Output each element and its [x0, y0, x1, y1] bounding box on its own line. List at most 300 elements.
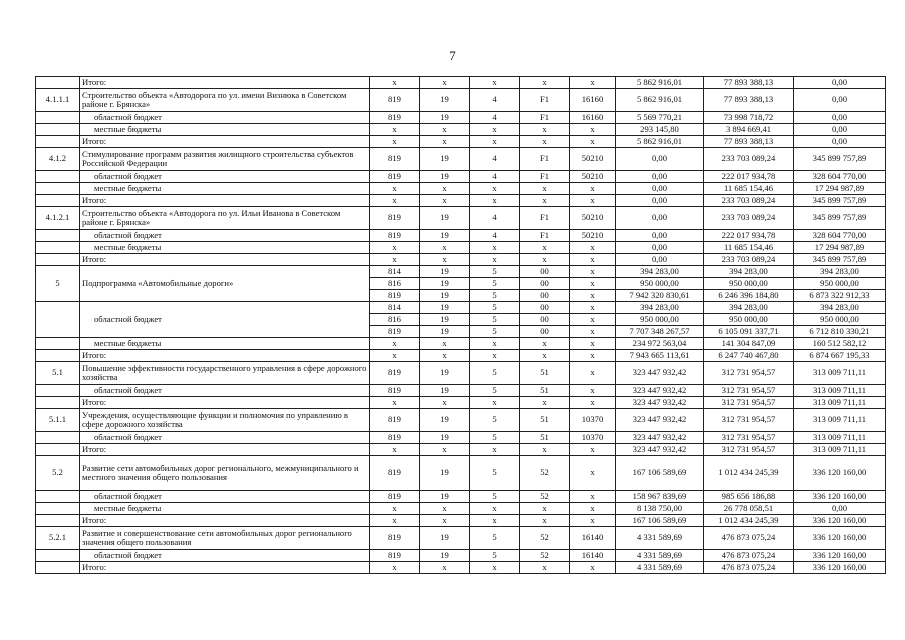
row-name-cell: Итого: [80, 515, 370, 527]
code-cell: 4 [470, 112, 520, 124]
amount-cell: 7 943 665 113,61 [616, 350, 704, 362]
table-row [36, 183, 886, 195]
amount-cell: 0,00 [616, 148, 704, 171]
code-cell: 52 [520, 491, 570, 503]
code-cell: x [520, 503, 570, 515]
code-cell: x [370, 562, 420, 574]
amount-cell: 313 009 711,11 [794, 362, 886, 385]
amount-cell: 950 000,00 [794, 278, 886, 290]
row-name-cell: Итого: [80, 136, 370, 148]
table-row [36, 230, 886, 242]
code-cell: 19 [420, 456, 470, 491]
row-number-cell [36, 136, 80, 148]
amount-cell: 5 862 916,01 [616, 136, 704, 148]
code-cell: 4 [470, 148, 520, 171]
code-cell: 19 [420, 326, 470, 338]
code-cell: x [420, 350, 470, 362]
code-cell: 52 [520, 527, 570, 550]
code-cell: x [370, 195, 420, 207]
row-name-cell: Итого: [80, 562, 370, 574]
amount-cell: 6 105 091 337,71 [704, 326, 794, 338]
amount-cell: 17 294 987,89 [794, 242, 886, 254]
amount-cell: 336 120 160,00 [794, 456, 886, 491]
code-cell: 816 [370, 314, 420, 326]
row-name-cell: Итого: [80, 397, 370, 409]
code-cell: x [470, 124, 520, 136]
code-cell: 52 [520, 550, 570, 562]
code-cell: x [520, 136, 570, 148]
amount-cell: 77 893 388,13 [704, 77, 794, 89]
amount-cell: 4 331 589,69 [616, 550, 704, 562]
row-name-cell: областной бюджет [80, 385, 370, 397]
row-number-cell [36, 183, 80, 195]
code-cell: 19 [420, 314, 470, 326]
amount-cell: 6 246 396 184,80 [704, 290, 794, 302]
code-cell: x [470, 136, 520, 148]
amount-cell: 5 862 916,01 [616, 77, 704, 89]
code-cell: x [370, 136, 420, 148]
code-cell: 50210 [570, 171, 616, 183]
code-cell: x [570, 350, 616, 362]
table-row [36, 195, 886, 207]
code-cell: x [570, 562, 616, 574]
row-name-cell: Подпрограмма «Автомобильные дороги» [80, 266, 370, 302]
code-cell: 5 [470, 290, 520, 302]
row-number-cell [36, 254, 80, 266]
code-cell: 819 [370, 230, 420, 242]
amount-cell: 26 778 058,51 [704, 503, 794, 515]
amount-cell: 394 283,00 [794, 266, 886, 278]
code-cell: 52 [520, 456, 570, 491]
row-number-cell [36, 230, 80, 242]
code-cell: x [570, 183, 616, 195]
code-cell: x [470, 503, 520, 515]
row-number-cell [36, 432, 80, 444]
amount-cell: 323 447 932,42 [616, 444, 704, 456]
table-row [36, 562, 886, 574]
row-name-cell: Учреждения, осуществляющие функции и полномочия по управлению в сфере дорожного хозяйства [80, 409, 370, 432]
code-cell: x [570, 491, 616, 503]
code-cell: 819 [370, 362, 420, 385]
code-cell: x [420, 124, 470, 136]
amount-cell: 7 942 320 830,61 [616, 290, 704, 302]
row-name-cell: Итого: [80, 195, 370, 207]
row-name-cell: Итого: [80, 444, 370, 456]
code-cell: 19 [420, 302, 470, 314]
code-cell: x [370, 397, 420, 409]
row-number-cell [36, 562, 80, 574]
code-cell: x [470, 562, 520, 574]
code-cell: F1 [520, 89, 570, 112]
table-row [36, 456, 886, 491]
code-cell: x [470, 195, 520, 207]
code-cell: 819 [370, 89, 420, 112]
code-cell: x [520, 254, 570, 266]
amount-cell: 0,00 [794, 77, 886, 89]
row-number-cell: 5.1 [36, 362, 80, 385]
code-cell: x [520, 350, 570, 362]
row-name-cell: областной бюджет [80, 171, 370, 183]
row-number-cell [36, 515, 80, 527]
code-cell: 19 [420, 266, 470, 278]
amount-cell: 476 873 075,24 [704, 562, 794, 574]
code-cell: 16160 [570, 89, 616, 112]
amount-cell: 233 703 089,24 [704, 254, 794, 266]
code-cell: 19 [420, 230, 470, 242]
code-cell: 5 [470, 302, 520, 314]
code-cell: F1 [520, 230, 570, 242]
row-number-cell [36, 550, 80, 562]
code-cell: x [470, 338, 520, 350]
code-cell: 819 [370, 456, 420, 491]
amount-cell: 336 120 160,00 [794, 515, 886, 527]
code-cell: x [570, 444, 616, 456]
table-row [36, 89, 886, 112]
code-cell: x [570, 338, 616, 350]
amount-cell: 394 283,00 [704, 266, 794, 278]
code-cell: 51 [520, 409, 570, 432]
amount-cell: 345 899 757,89 [794, 207, 886, 230]
amount-cell: 233 703 089,24 [704, 207, 794, 230]
table-row [36, 385, 886, 397]
code-cell: 19 [420, 491, 470, 503]
table-row [36, 527, 886, 550]
amount-cell: 985 656 186,88 [704, 491, 794, 503]
code-cell: F1 [520, 207, 570, 230]
code-cell: x [470, 444, 520, 456]
amount-cell: 160 512 582,12 [794, 338, 886, 350]
amount-cell: 476 873 075,24 [704, 550, 794, 562]
amount-cell: 312 731 954,57 [704, 362, 794, 385]
row-name-cell: областной бюджет [80, 230, 370, 242]
budget-table [35, 76, 886, 574]
amount-cell: 950 000,00 [794, 314, 886, 326]
table-row [36, 409, 886, 432]
row-number-cell [36, 385, 80, 397]
code-cell: x [520, 562, 570, 574]
amount-cell: 313 009 711,11 [794, 432, 886, 444]
code-cell: x [420, 136, 470, 148]
amount-cell: 336 120 160,00 [794, 491, 886, 503]
amount-cell: 8 138 750,00 [616, 503, 704, 515]
row-number-cell [36, 397, 80, 409]
row-number-cell: 4.1.2 [36, 148, 80, 171]
code-cell: 4 [470, 171, 520, 183]
row-number-cell [36, 444, 80, 456]
row-name-cell: Итого: [80, 254, 370, 266]
table-row [36, 515, 886, 527]
code-cell: 19 [420, 290, 470, 302]
row-number-cell [36, 242, 80, 254]
row-name-cell: Строительство объекта «Автодорога по ул. Ильи Иванова в Советском районе г. Брянска» [80, 207, 370, 230]
row-name-cell: Стимулирование программ развития жилищного строительства субъектов Российской Федерации [80, 148, 370, 171]
amount-cell: 141 304 847,09 [704, 338, 794, 350]
amount-cell: 6 874 667 195,33 [794, 350, 886, 362]
code-cell: 5 [470, 456, 520, 491]
amount-cell: 312 731 954,57 [704, 385, 794, 397]
row-number-cell: 5 [36, 266, 80, 302]
code-cell: 819 [370, 550, 420, 562]
table-row [36, 112, 886, 124]
amount-cell: 0,00 [616, 230, 704, 242]
row-name-cell: Итого: [80, 350, 370, 362]
table-row [36, 148, 886, 171]
amount-cell: 312 731 954,57 [704, 397, 794, 409]
row-number-cell [36, 491, 80, 503]
amount-cell: 0,00 [794, 89, 886, 112]
row-name-cell: Повышение эффективности государственного управления в сфере дорожного хозяйства [80, 362, 370, 385]
code-cell: 4 [470, 89, 520, 112]
amount-cell: 0,00 [616, 195, 704, 207]
amount-cell: 222 017 934,78 [704, 230, 794, 242]
amount-cell: 476 873 075,24 [704, 527, 794, 550]
code-cell: 10370 [570, 409, 616, 432]
code-cell: x [420, 503, 470, 515]
code-cell: 19 [420, 148, 470, 171]
code-cell: 5 [470, 432, 520, 444]
amount-cell: 7 707 348 267,57 [616, 326, 704, 338]
code-cell: x [420, 77, 470, 89]
amount-cell: 0,00 [794, 124, 886, 136]
row-name-cell: местные бюджеты [80, 183, 370, 195]
code-cell: x [570, 397, 616, 409]
code-cell: x [420, 183, 470, 195]
code-cell: 819 [370, 432, 420, 444]
row-number-cell [36, 503, 80, 515]
code-cell: 816 [370, 278, 420, 290]
code-cell: 19 [420, 207, 470, 230]
code-cell: 5 [470, 266, 520, 278]
amount-cell: 394 283,00 [616, 302, 704, 314]
code-cell: x [370, 242, 420, 254]
code-cell: 814 [370, 302, 420, 314]
code-cell: x [570, 278, 616, 290]
code-cell: x [420, 338, 470, 350]
code-cell: x [520, 397, 570, 409]
code-cell: 00 [520, 326, 570, 338]
row-name-cell: Развитие и совершенствование сети автомобильных дорог регионального значения общего пользования [80, 527, 370, 550]
row-name-cell: Развитие сети автомобильных дорог регионального, межмуниципального и местного значения общего пользования [80, 456, 370, 491]
code-cell: 16160 [570, 112, 616, 124]
code-cell: 819 [370, 171, 420, 183]
row-number-cell: 5.1.1 [36, 409, 80, 432]
amount-cell: 0,00 [794, 503, 886, 515]
amount-cell: 158 967 839,69 [616, 491, 704, 503]
code-cell: x [570, 362, 616, 385]
code-cell: 819 [370, 326, 420, 338]
amount-cell: 950 000,00 [704, 314, 794, 326]
amount-cell: 950 000,00 [616, 278, 704, 290]
code-cell: x [420, 515, 470, 527]
code-cell: 00 [520, 314, 570, 326]
code-cell: 00 [520, 266, 570, 278]
amount-cell: 323 447 932,42 [616, 397, 704, 409]
code-cell: 19 [420, 550, 470, 562]
code-cell: 819 [370, 207, 420, 230]
code-cell: 819 [370, 491, 420, 503]
amount-cell: 345 899 757,89 [794, 195, 886, 207]
table-row [36, 550, 886, 562]
code-cell: 5 [470, 326, 520, 338]
code-cell: 5 [470, 314, 520, 326]
code-cell: 19 [420, 362, 470, 385]
code-cell: x [470, 397, 520, 409]
code-cell: x [570, 515, 616, 527]
amount-cell: 323 447 932,42 [616, 409, 704, 432]
row-number-cell: 5.2 [36, 456, 80, 491]
row-name-cell: областной бюджет [80, 432, 370, 444]
code-cell: 819 [370, 112, 420, 124]
code-cell: 19 [420, 385, 470, 397]
code-cell: 819 [370, 527, 420, 550]
amount-cell: 0,00 [616, 171, 704, 183]
table-row [36, 77, 886, 89]
row-number-cell [36, 124, 80, 136]
code-cell: x [570, 302, 616, 314]
row-number-cell: 4.1.1.1 [36, 89, 80, 112]
amount-cell: 0,00 [794, 112, 886, 124]
code-cell: x [470, 350, 520, 362]
amount-cell: 0,00 [616, 207, 704, 230]
amount-cell: 167 106 589,69 [616, 456, 704, 491]
code-cell: 50210 [570, 207, 616, 230]
code-cell: x [470, 515, 520, 527]
amount-cell: 336 120 160,00 [794, 550, 886, 562]
amount-cell: 394 283,00 [794, 302, 886, 314]
amount-cell: 6 712 810 330,21 [794, 326, 886, 338]
table-row [36, 207, 886, 230]
code-cell: x [420, 562, 470, 574]
code-cell: x [570, 290, 616, 302]
amount-cell: 312 731 954,57 [704, 409, 794, 432]
row-name-cell: местные бюджеты [80, 503, 370, 515]
amount-cell: 394 283,00 [616, 266, 704, 278]
amount-cell: 312 731 954,57 [704, 444, 794, 456]
code-cell: 814 [370, 266, 420, 278]
table-row [36, 266, 886, 278]
table-row [36, 171, 886, 183]
code-cell: x [370, 183, 420, 195]
code-cell: x [520, 338, 570, 350]
code-cell: x [470, 183, 520, 195]
amount-cell: 233 703 089,24 [704, 195, 794, 207]
code-cell: x [470, 242, 520, 254]
code-cell: 16140 [570, 527, 616, 550]
code-cell: x [470, 254, 520, 266]
table-row [36, 254, 886, 266]
amount-cell: 1 012 434 245,39 [704, 456, 794, 491]
code-cell: x [570, 77, 616, 89]
code-cell: x [420, 444, 470, 456]
code-cell: x [570, 195, 616, 207]
table-row [36, 136, 886, 148]
code-cell: F1 [520, 148, 570, 171]
row-name-cell: Итого: [80, 77, 370, 89]
amount-cell: 328 604 770,00 [794, 230, 886, 242]
amount-cell: 4 331 589,69 [616, 527, 704, 550]
code-cell: x [470, 77, 520, 89]
code-cell: F1 [520, 112, 570, 124]
code-cell: 819 [370, 409, 420, 432]
code-cell: x [570, 314, 616, 326]
amount-cell: 313 009 711,11 [794, 397, 886, 409]
amount-cell: 313 009 711,11 [794, 409, 886, 432]
table-row [36, 302, 886, 314]
row-number-cell [36, 171, 80, 183]
amount-cell: 73 998 718,72 [704, 112, 794, 124]
table-row [36, 362, 886, 385]
amount-cell: 234 972 563,04 [616, 338, 704, 350]
code-cell: x [570, 136, 616, 148]
amount-cell: 17 294 987,89 [794, 183, 886, 195]
table-row [36, 432, 886, 444]
code-cell: x [520, 444, 570, 456]
amount-cell: 167 106 589,69 [616, 515, 704, 527]
code-cell: x [570, 266, 616, 278]
amount-cell: 312 731 954,57 [704, 432, 794, 444]
code-cell: 19 [420, 432, 470, 444]
code-cell: x [520, 195, 570, 207]
amount-cell: 77 893 388,13 [704, 136, 794, 148]
code-cell: 5 [470, 409, 520, 432]
code-cell: 19 [420, 527, 470, 550]
code-cell: x [370, 338, 420, 350]
amount-cell: 345 899 757,89 [794, 148, 886, 171]
amount-cell: 0,00 [616, 254, 704, 266]
table-row [36, 503, 886, 515]
code-cell: 4 [470, 207, 520, 230]
amount-cell: 0,00 [794, 136, 886, 148]
code-cell: x [420, 254, 470, 266]
code-cell: x [570, 456, 616, 491]
code-cell: 5 [470, 278, 520, 290]
table-row [36, 397, 886, 409]
row-number-cell [36, 338, 80, 350]
amount-cell: 336 120 160,00 [794, 527, 886, 550]
table-row [36, 444, 886, 456]
amount-cell: 233 703 089,24 [704, 148, 794, 171]
row-number-cell [36, 302, 80, 338]
row-name-cell: местные бюджеты [80, 338, 370, 350]
amount-cell: 1 012 434 245,39 [704, 515, 794, 527]
code-cell: x [370, 124, 420, 136]
row-name-cell: областной бюджет [80, 112, 370, 124]
code-cell: 5 [470, 491, 520, 503]
code-cell: 19 [420, 171, 470, 183]
table-row [36, 350, 886, 362]
code-cell: 819 [370, 385, 420, 397]
amount-cell: 5 862 916,01 [616, 89, 704, 112]
code-cell: 819 [370, 290, 420, 302]
amount-cell: 222 017 934,78 [704, 171, 794, 183]
code-cell: 50210 [570, 148, 616, 171]
code-cell: 19 [420, 278, 470, 290]
code-cell: x [370, 444, 420, 456]
amount-cell: 0,00 [616, 242, 704, 254]
row-name-cell: областной бюджет [80, 302, 370, 338]
row-number-cell: 5.2.1 [36, 527, 80, 550]
code-cell: 51 [520, 385, 570, 397]
code-cell: x [520, 124, 570, 136]
code-cell: x [520, 515, 570, 527]
code-cell: x [570, 254, 616, 266]
code-cell: 19 [420, 89, 470, 112]
amount-cell: 323 447 932,42 [616, 385, 704, 397]
row-number-cell [36, 77, 80, 89]
table-row [36, 124, 886, 136]
amount-cell: 328 604 770,00 [794, 171, 886, 183]
code-cell: x [520, 77, 570, 89]
